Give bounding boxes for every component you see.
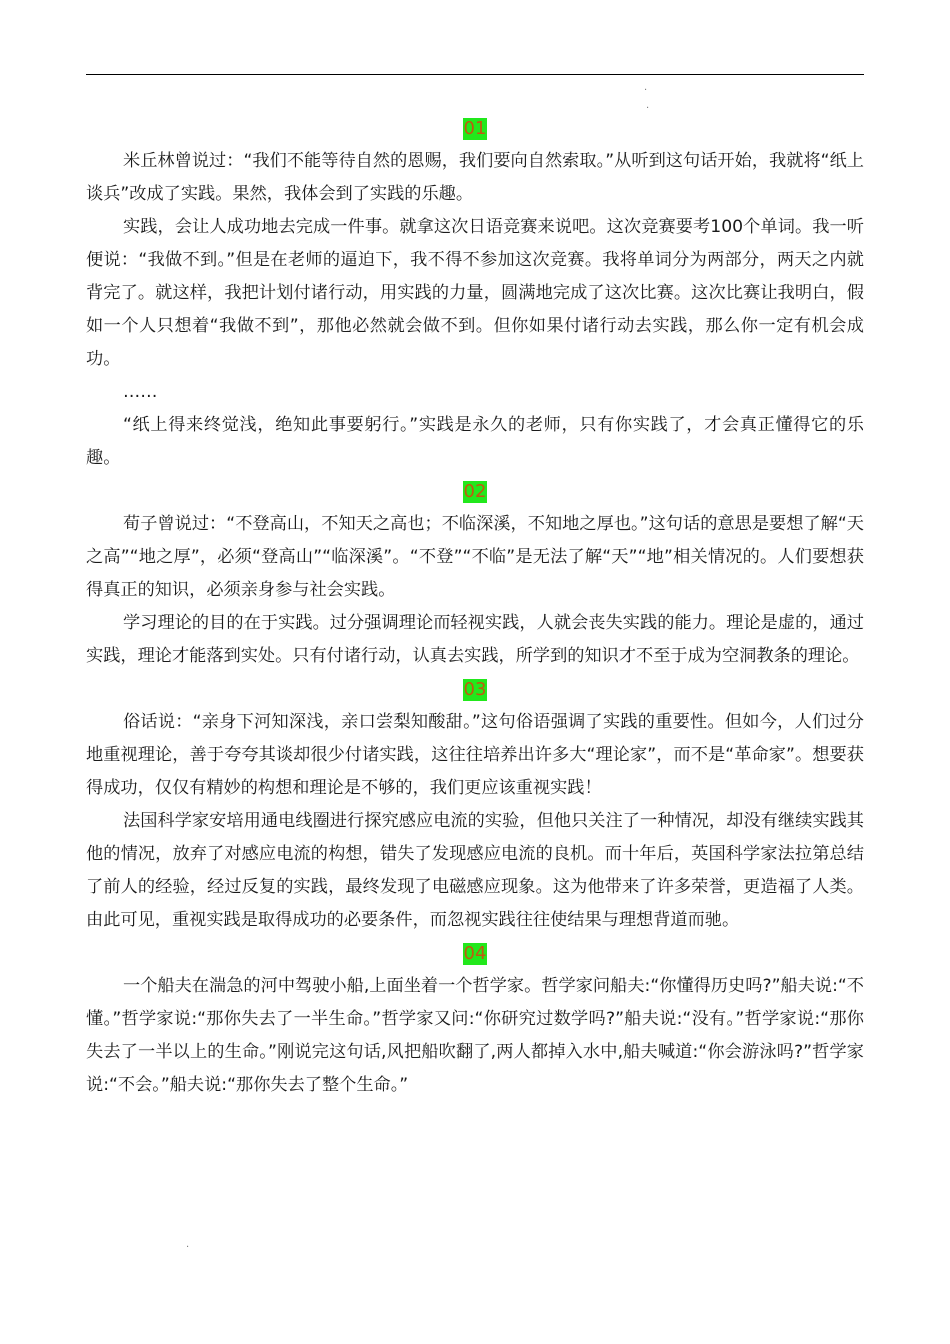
ellipsis-paragraph: …… <box>123 382 158 402</box>
paragraph: 俗话说：“亲身下河知深浅，亲口尝梨知酸甜。”这句俗语强调了实践的重要性。但如今，人们过分地重视理论，善于夸夸其谈却很少付诸实践，这往往培养出许多大“理论家”，而不是“革命家”。想要获得成功，仅仅有精妙的构想和理论是不够的，我们更应该重视实践！ <box>86 712 864 798</box>
essay-section-03 <box>86 673 864 937</box>
scan-dot: · <box>646 103 650 114</box>
header-rule <box>86 74 864 75</box>
section-number: 01 <box>463 118 487 139</box>
paragraph: 一个船夫在湍急的河中驾驶小船,上面坐着一个哲学家。哲学家问船夫:“你懂得历史吗?”船夫说:“不懂。”哲学家说:“那你失去了一半生命。”哲学家又问:“你研究过数学吗?”船夫说:“没有。”哲学家说:“那你失去了一半以上的生命。”刚说完这句话,风把船吹翻了,两人都掉入水中,船夫喊道:“你会游泳吗?”哲学家说:“不会。”船夫说:“那你失去了整个生命。” <box>86 976 864 1095</box>
essay-section-04 <box>86 937 864 1102</box>
paragraph: 法国科学家安培用通电线圈进行探究感应电流的实验，但他只关注了一种情况，却没有继续实践其他的情况，放弃了对感应电流的构想，错失了发现感应电流的良机。而十年后，英国科学家法拉第总结了前人的经验，经过反复的实践，最终发现了电磁感应现象。这为他带来了许多荣誉，更造福了人类。由此可见，重视实践是取得成功的必要条件，而忽视实践往往使结果与理想背道而驰。 <box>86 811 864 930</box>
document-body <box>86 112 864 1102</box>
essay-section-01 <box>86 112 864 475</box>
scan-dot: · <box>644 85 648 96</box>
paragraph: 实践，会让人成功地去完成一件事。就拿这次日语竞赛来说吧。这次竞赛要考100个单词。我一听便说：“我做不到。”但是在老师的逼迫下，我不得不参加这次竞赛。我将单词分为两部分，两天之内就背完了。就这样，我把计划付诸行动，用实践的力量，圆满地完成了这次比赛。这次比赛让我明白，假如一个人只想着“我做不到”，那他必然就会做不到。但你如果付诸行动去实践，那么你一定有机会成功。 <box>86 217 864 369</box>
paragraph: 学习理论的目的在于实践。过分强调理论而轻视实践，人就会丧失实践的能力。理论是虚的，通过实践，理论才能落到实处。只有付诸行动，认真去实践，所学到的知识才不至于成为空洞教条的理论。 <box>86 613 864 666</box>
paragraph: 荀子曾说过：“不登高山，不知天之高也；不临深溪，不知地之厚也。”这句话的意思是要想了解“天之高”“地之厚”，必须“登高山”“临深溪”。“不登”“不临”是无法了解“天”“地”相关情况的。人们要想获得真正的知识，必须亲身参与社会实践。 <box>86 514 864 600</box>
essay-section-02 <box>86 475 864 673</box>
scan-dot: · <box>186 1242 190 1253</box>
paragraph: 米丘林曾说过：“我们不能等待自然的恩赐，我们要向自然索取。”从听到这句话开始，我就将“纸上谈兵”改成了实践。果然，我体会到了实践的乐趣。 <box>86 151 864 204</box>
section-number: 02 <box>463 481 487 502</box>
paragraph: “纸上得来终觉浅，绝知此事要躬行。”实践是永久的老师，只有你实践了，才会真正懂得它的乐趣。 <box>86 415 864 468</box>
section-number: 03 <box>463 679 487 700</box>
section-number: 04 <box>463 943 487 964</box>
